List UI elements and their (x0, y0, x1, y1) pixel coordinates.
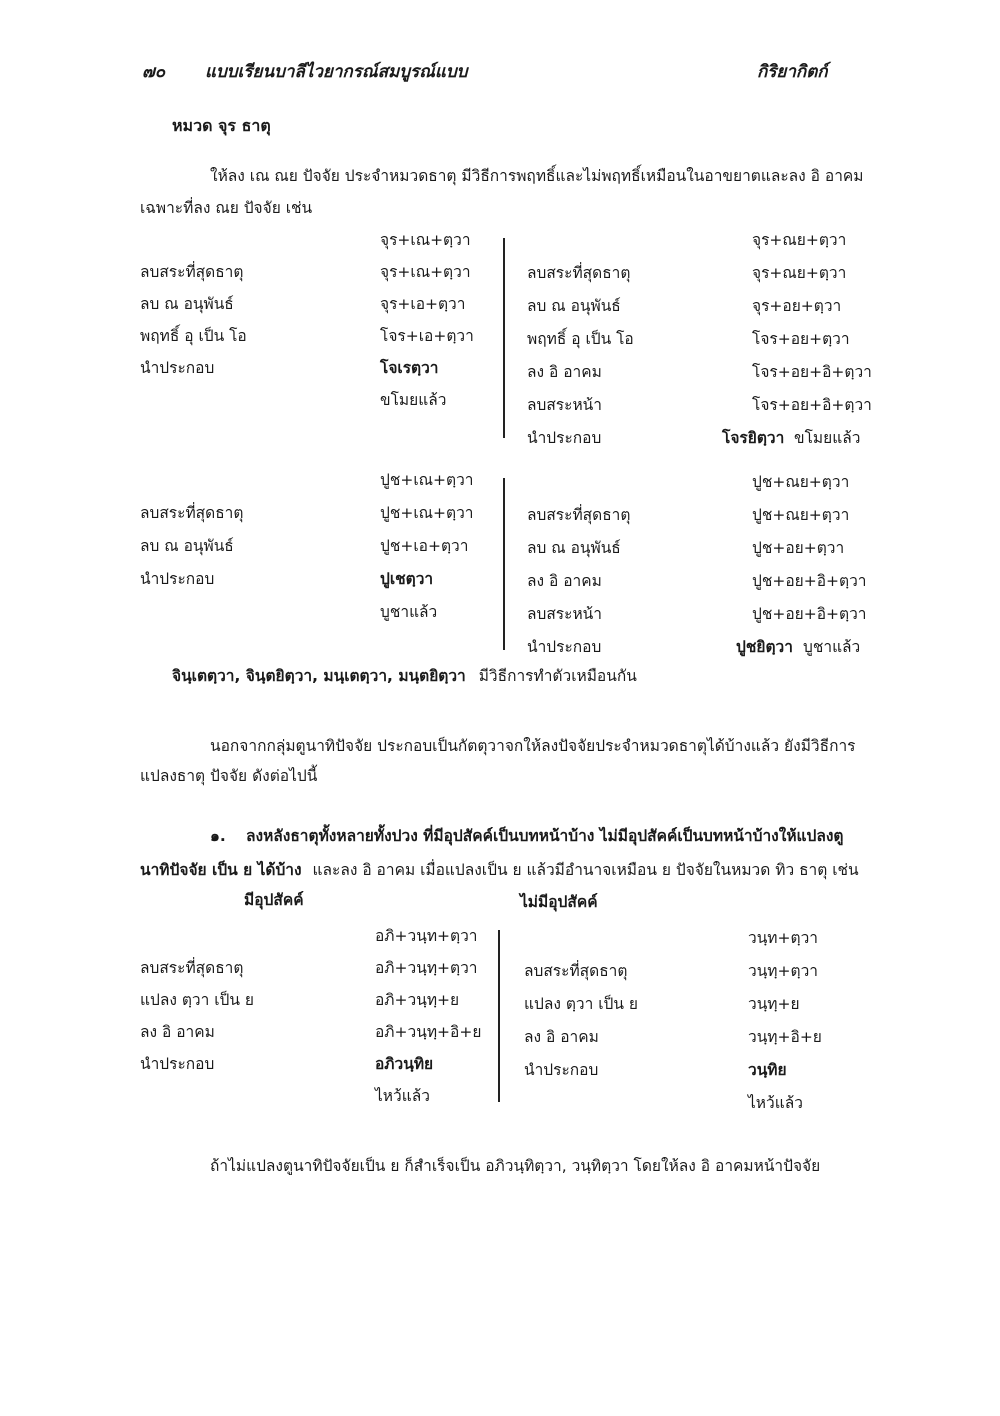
final-line: ถ้าไม่แปลงตูนาทิปัจจัยเป็น ย ก็สำเร็จเป็น อภิวนฺทิตฺวา, วนฺทิตฺวา โดยให้ลง อิ อาคมหน้าปัจจัย (210, 1157, 821, 1175)
table2-left-step: ลบ ณ อนุพันธ์ (140, 537, 234, 555)
example-rest: มีวิธีการทำตัวเหมือนกัน (478, 667, 637, 685)
table2-left-form: ปูช+เณ+ตฺวา (380, 471, 474, 489)
table3-left-form: ไหว้แล้ว (375, 1087, 430, 1105)
table1-right-form: จุร+ณย+ตฺวา (752, 264, 847, 282)
table1-right-step: นำประกอบ (527, 429, 602, 447)
section-heading: หมวด จุร ธาตุ (172, 116, 271, 135)
table3-left-form: อภิวนฺทิย (375, 1055, 434, 1073)
rule1-number: ๑. (210, 827, 226, 845)
table3-left-form: อภิ+วนฺทฺ+อิ+ย (375, 1023, 482, 1041)
table1-left-step: ลบ ณ อนุพันธ์ (140, 295, 234, 313)
table3-right-form: วนฺทฺ+ย (748, 995, 800, 1013)
table3-left-step: นำประกอบ (140, 1055, 215, 1073)
table1-left-form: จุร+เอ+ตฺวา (380, 295, 466, 313)
table1-left-form: จุร+เณ+ตฺวา (380, 263, 471, 281)
page-number: ๗๐ (142, 62, 166, 82)
table1-left-form: โจเรตฺวา (380, 359, 439, 377)
book-title: แบบเรียนบาลีไวยากรณ์สมบูรณ์แบบ (205, 62, 468, 82)
table3-left-step: แปลง ตฺวา เป็น ย (140, 991, 254, 1009)
table1-divider (503, 238, 505, 438)
rule1-line-2-rest: และลง อิ อาคม เมื่อแปลงเป็น ย แล้วมีอำนาจเหมือน ย ปัจจัยในหมวด ทิว ธาตุ เช่น (312, 861, 859, 879)
table2-right-form: ปูชยิตฺวา (736, 638, 793, 656)
table2-left-form: ปูช+เอ+ตฺวา (380, 537, 469, 555)
table3-right-form: วนฺทิย (748, 1061, 787, 1079)
table1-left-form: ขโมยแล้ว (380, 391, 447, 409)
table1-left-step: นำประกอบ (140, 359, 215, 377)
table1-right-step: ลบสระหน้า (527, 396, 602, 414)
para2-line-1: นอกจากกลุ่มตูนาทิปัจจัย ประกอบเป็นกัตตุวาจกให้ลงปัจจัยประจำหมวดธาตุได้บ้างแล้ว ยังมีวิธีการ (210, 737, 856, 755)
table1-right-form: โจร+อย+ตฺวา (752, 330, 850, 348)
example-words: จินฺเตตฺวา, จินฺตยิตฺวา, มนฺเตตฺวา, มนฺตยิตฺวา (172, 667, 466, 685)
table3-right-form: วนฺทฺ+อิ+ย (748, 1028, 822, 1046)
table2-right-step: ลบ ณ อนุพันธ์ (527, 539, 621, 557)
table1-right-form: โจร+อย+อิ+ตฺวา (752, 363, 872, 381)
table2-left-step: ลบสระที่สุดธาตุ (140, 504, 244, 522)
table2-right-step: ลง อิ อาคม (527, 572, 602, 590)
without-prefix-title: ไม่มีอุปสัคค์ (520, 893, 598, 911)
table1-right-gloss: ขโมยแล้ว (794, 429, 861, 447)
table3-right-step: ลบสระที่สุดธาตุ (524, 962, 628, 980)
table3-left-form: อภิ+วนฺทฺ+ตฺวา (375, 959, 478, 977)
table2-left-form: ปูเชตฺวา (380, 570, 434, 588)
table3-right-step: ลง อิ อาคม (524, 1028, 599, 1046)
table2-left-form: บูชาแล้ว (380, 603, 438, 621)
table1-left-step: ลบสระที่สุดธาตุ (140, 263, 244, 281)
table2-left-form: ปูช+เณ+ตฺวา (380, 504, 474, 522)
table3-divider (498, 930, 500, 1102)
table1-right-form: จุร+อย+ตฺวา (752, 297, 842, 315)
chapter-title: กิริยากิตก์ (757, 62, 828, 82)
table1-right-step: พฤทธิ์ อุ เป็น โอ (527, 330, 634, 348)
table1-right-form: โจร+อย+อิ+ตฺวา (752, 396, 872, 414)
table2-right-step: ลบสระที่สุดธาตุ (527, 506, 631, 524)
examples-line (172, 666, 637, 686)
table2-right-gloss: บูชาแล้ว (803, 638, 861, 656)
intro-line-2: เฉพาะที่ลง ณย ปัจจัย เช่น (140, 199, 313, 217)
table2-right-step: ลบสระหน้า (527, 605, 602, 623)
table3-left-form: อภิ+วนฺท+ตฺวา (375, 927, 478, 945)
table1-left-form: จุร+เณ+ตฺวา (380, 231, 471, 249)
with-prefix-title: มีอุปสัคค์ (244, 891, 304, 909)
table3-left-form: อภิ+วนฺทฺ+ย (375, 991, 460, 1009)
table1-right-step: ลง อิ อาคม (527, 363, 602, 381)
table3-right-form: วนฺท+ตฺวา (748, 929, 818, 947)
rule1-line-1: ลงหลังธาตุทั้งหลายทั้งปวง ที่มีอุปสัคค์เป็นบทหน้าบ้าง ไม่มีอุปสัคค์เป็นบทหน้าบ้างให้แปลงตู (246, 827, 844, 845)
rule1-line-2 (140, 860, 859, 880)
intro-line-1: ให้ลง เณ ณย ปัจจัย ประจำหมวดธาตุ มีวิธีการพฤทธิ์และไม่พฤทธิ์เหมือนในอาขยาตและลง อิ อาคม (210, 167, 864, 185)
table1-right-step: ลบ ณ อนุพันธ์ (527, 297, 621, 315)
table2-divider (503, 478, 505, 650)
table1-right-form: โจรยิตฺวา (722, 429, 785, 447)
para2-line-2: แปลงธาตุ ปัจจัย ดังต่อไปนี้ (140, 767, 318, 785)
table3-left-step: ลบสระที่สุดธาตุ (140, 959, 244, 977)
table2-right-step: นำประกอบ (527, 638, 602, 656)
table2-right-form: ปูช+อย+อิ+ตฺวา (752, 572, 867, 590)
table3-right-form: ไหว้แล้ว (748, 1094, 803, 1112)
table2-right-form: ปูช+อย+ตฺวา (752, 539, 845, 557)
table3-right-form: วนฺทฺ+ตฺวา (748, 962, 818, 980)
table1-right-form: จุร+ณย+ตฺวา (752, 231, 847, 249)
table2-right-form: ปูช+ณย+ตฺวา (752, 506, 850, 524)
table3-right-step: นำประกอบ (524, 1061, 599, 1079)
table2-right-form: ปูช+ณย+ตฺวา (752, 473, 850, 491)
table1-right-step: ลบสระที่สุดธาตุ (527, 264, 631, 282)
table3-right-step: แปลง ตฺวา เป็น ย (524, 995, 638, 1013)
table1-left-step: พฤทธิ์ อุ เป็น โอ (140, 327, 247, 345)
table3-left-step: ลง อิ อาคม (140, 1023, 215, 1041)
table2-left-step: นำประกอบ (140, 570, 215, 588)
table2-right-form: ปูช+อย+อิ+ตฺวา (752, 605, 867, 623)
rule1-line-2-bold: นาทิปัจจัย เป็น ย ได้บ้าง (140, 861, 302, 879)
table1-left-form: โจร+เอ+ตฺวา (380, 327, 474, 345)
